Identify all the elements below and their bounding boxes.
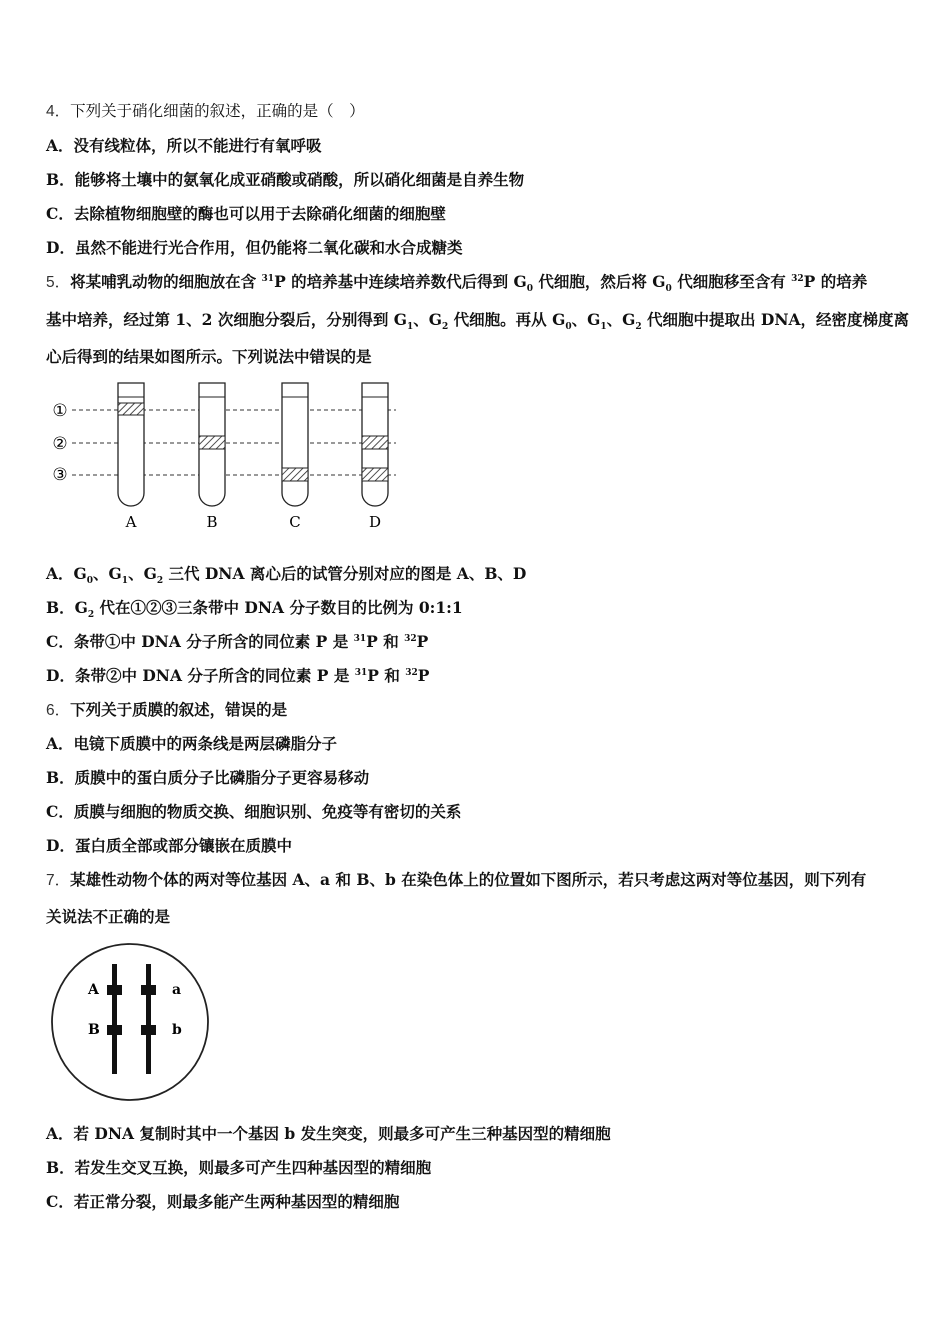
tube-c-band-3: [282, 468, 308, 481]
tube-a: [118, 383, 144, 506]
q7-chromosome-figure: [48, 940, 214, 1106]
q5-option-c: C．条带①中 DNA 分子所含的同位素 P 是 $^{31}$P 和 $^{32}$P: [46, 632, 429, 651]
q7-stem-line-1: 7．某雄性动物个体的两对等位基因 A、a 和 B、b 在染色体上的位置如下图所示，若只考虑这两对等位基因，则下列有: [46, 870, 867, 889]
band-label-3: ③: [52, 465, 68, 485]
gene-label-A: A: [88, 982, 99, 998]
tube-a-band-1: [118, 403, 144, 415]
q4-number: 4．: [46, 103, 71, 120]
q6-option-d: D．蛋白质全部或部分镶嵌在质膜中: [46, 836, 292, 855]
tube-label-c: C: [289, 513, 301, 531]
tube-d-band-3: [362, 468, 388, 481]
q5-stem-line-2: 基中培养，经过第 1、2 次细胞分裂后，分别得到 $G_1$、$G_2$ 代细胞。再从 $G_0$、$G_1$、$G_2$ 代细胞中提取出 DNA，经密度梯度离: [46, 310, 910, 333]
tube-c: [282, 383, 308, 506]
locus-a-lower: [141, 985, 156, 995]
q4-option-b: B．能够将土壤中的氨氧化成亚硝酸或硝酸，所以硝化细菌是自养生物: [46, 170, 525, 189]
q7-option-c: C．若正常分裂，则最多能产生两种基因型的精细胞: [46, 1192, 400, 1211]
q7-option-b: B．若发生交叉互换，则最多可产生四种基因型的精细胞: [46, 1158, 432, 1177]
q7-number: 7．: [46, 872, 71, 889]
q4-option-d: D．虽然不能进行光合作用，但仍能将二氧化碳和水合成糖类: [46, 238, 463, 257]
q6-option-c: C．质膜与细胞的物质交换、细胞识别、免疫等有密切的关系: [46, 802, 462, 821]
q4-option-c: C．去除植物细胞壁的酶也可以用于去除硝化细菌的细胞壁: [46, 204, 446, 223]
tube-b: [199, 383, 225, 506]
q6-stem: 6．下列关于质膜的叙述，错误的是: [46, 700, 288, 719]
q4-option-a: A．没有线粒体，所以不能进行有氧呼吸: [46, 136, 322, 155]
tube-b-band-2: [199, 436, 225, 449]
tube-label-b: B: [206, 513, 218, 531]
q5-number: 5．: [46, 274, 71, 291]
q5-option-b: B．$G_2$ 代在①②③三条带中 DNA 分子数目的比例为 0:1:1: [46, 598, 463, 621]
q6-number: 6．: [46, 702, 71, 719]
q5-stem-line-3: 心后得到的结果如图所示。下列说法中错误的是: [46, 347, 372, 366]
tube-d: [362, 383, 388, 506]
q7-option-a: A．若 DNA 复制时其中一个基因 b 发生突变，则最多可产生三种基因型的精细胞: [46, 1124, 611, 1143]
q5-centrifuge-figure: [46, 378, 406, 537]
cell-outline: [52, 944, 208, 1100]
q5-option-d: D．条带②中 DNA 分子所含的同位素 P 是 $^{31}$P 和 $^{32}$P: [46, 666, 430, 685]
q5-option-a: A．$G_0$、$G_1$、$G_2$ 三代 DNA 离心后的试管分别对应的图是 A、B、D: [46, 564, 527, 587]
chromosome-left: [112, 964, 117, 1074]
q7-stem-line-2: 关说法不正确的是: [46, 907, 171, 926]
locus-b-lower: [141, 1025, 156, 1035]
gene-label-b: b: [172, 1022, 182, 1038]
q5-stem-line-1: 5．将某哺乳动物的细胞放在含 $^{31}$P 的培养基中连续培养数代后得到 $G_0$ 代细胞，然后将 $G_0$ 代细胞移至含有 $^{32}$P 的培养: [46, 272, 868, 295]
q4-stem-text: 下列关于硝化细菌的叙述，正确的是（ ）: [70, 102, 365, 120]
chromosome-right: [146, 964, 151, 1074]
tube-label-a: A: [125, 513, 137, 531]
q6-option-a: A．电镜下质膜中的两条线是两层磷脂分子: [46, 734, 338, 753]
q4-stem: [46, 101, 365, 122]
tube-label-d: D: [368, 513, 382, 531]
tube-d-band-2: [362, 436, 388, 449]
locus-a-upper: [107, 985, 122, 995]
q6-option-b: B．质膜中的蛋白质分子比磷脂分子更容易移动: [46, 768, 370, 787]
gene-label-a: a: [172, 982, 182, 998]
locus-b-upper: [107, 1025, 122, 1035]
gene-label-B: B: [88, 1022, 100, 1038]
band-label-1: ①: [52, 401, 68, 421]
band-label-2: ②: [52, 434, 68, 454]
